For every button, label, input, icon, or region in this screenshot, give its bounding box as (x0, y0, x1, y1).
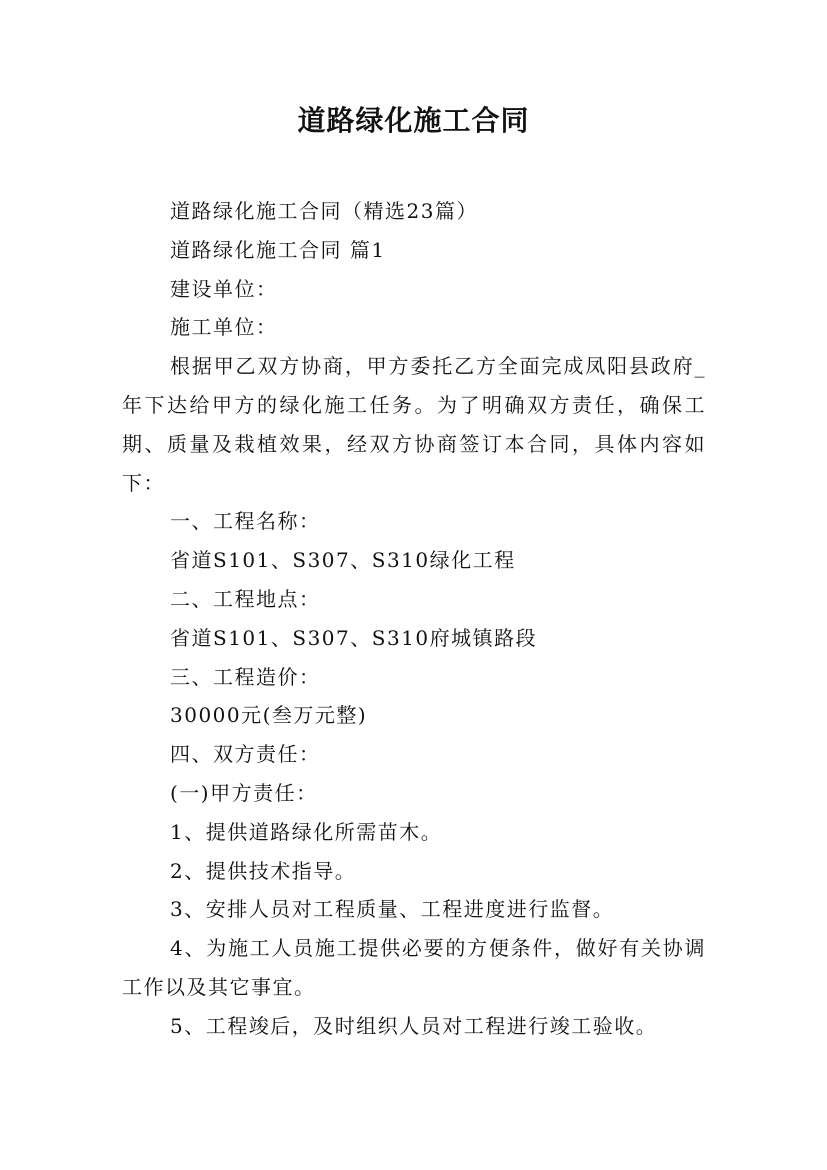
paragraph: 省道S101、S307、S310绿化工程 (170, 548, 516, 573)
paragraph: 1、提供道路绿化所需苗木。 (170, 819, 443, 844)
paragraph: 2、提供技术指导。 (170, 858, 357, 883)
paragraph: 省道S101、S307、S310府城镇路段 (170, 625, 538, 650)
paragraph: 施工单位： (170, 315, 278, 340)
document-body (122, 192, 706, 1046)
paragraph: 道路绿化施工合同（精选23篇） (170, 199, 478, 223)
paragraph: 建设单位： (170, 276, 278, 301)
paragraph: 4、为施工人员施工提供必要的方便条件，做好有关协调工作以及其它事宜。 (122, 936, 706, 999)
paragraph: 一、工程名称： (170, 509, 321, 534)
paragraph: 30000元(叁万元整) (170, 703, 368, 728)
paragraph: 3、安排人员对工程质量、工程进度进行监督。 (170, 897, 615, 922)
paragraph: 根据甲乙双方协商，甲方委托乙方全面完成凤阳县政府_年下达给甲方的绿化施工任务。为了明确双方责任，确保工期、质量及栽植效果，经双方协商签订本合同，具体内容如下： (122, 354, 706, 495)
paragraph: 道路绿化施工合同 篇1 (170, 237, 386, 262)
paragraph: (一)甲方责任： (170, 780, 318, 805)
document-title: 道路绿化施工合同 (297, 104, 530, 137)
paragraph: 二、工程地点： (170, 586, 321, 611)
paragraph: 三、工程造价： (170, 664, 321, 689)
paragraph: 5、工程竣后，及时组织人员对工程进行竣工验收。 (170, 1013, 658, 1038)
paragraph: 四、双方责任： (170, 742, 321, 767)
